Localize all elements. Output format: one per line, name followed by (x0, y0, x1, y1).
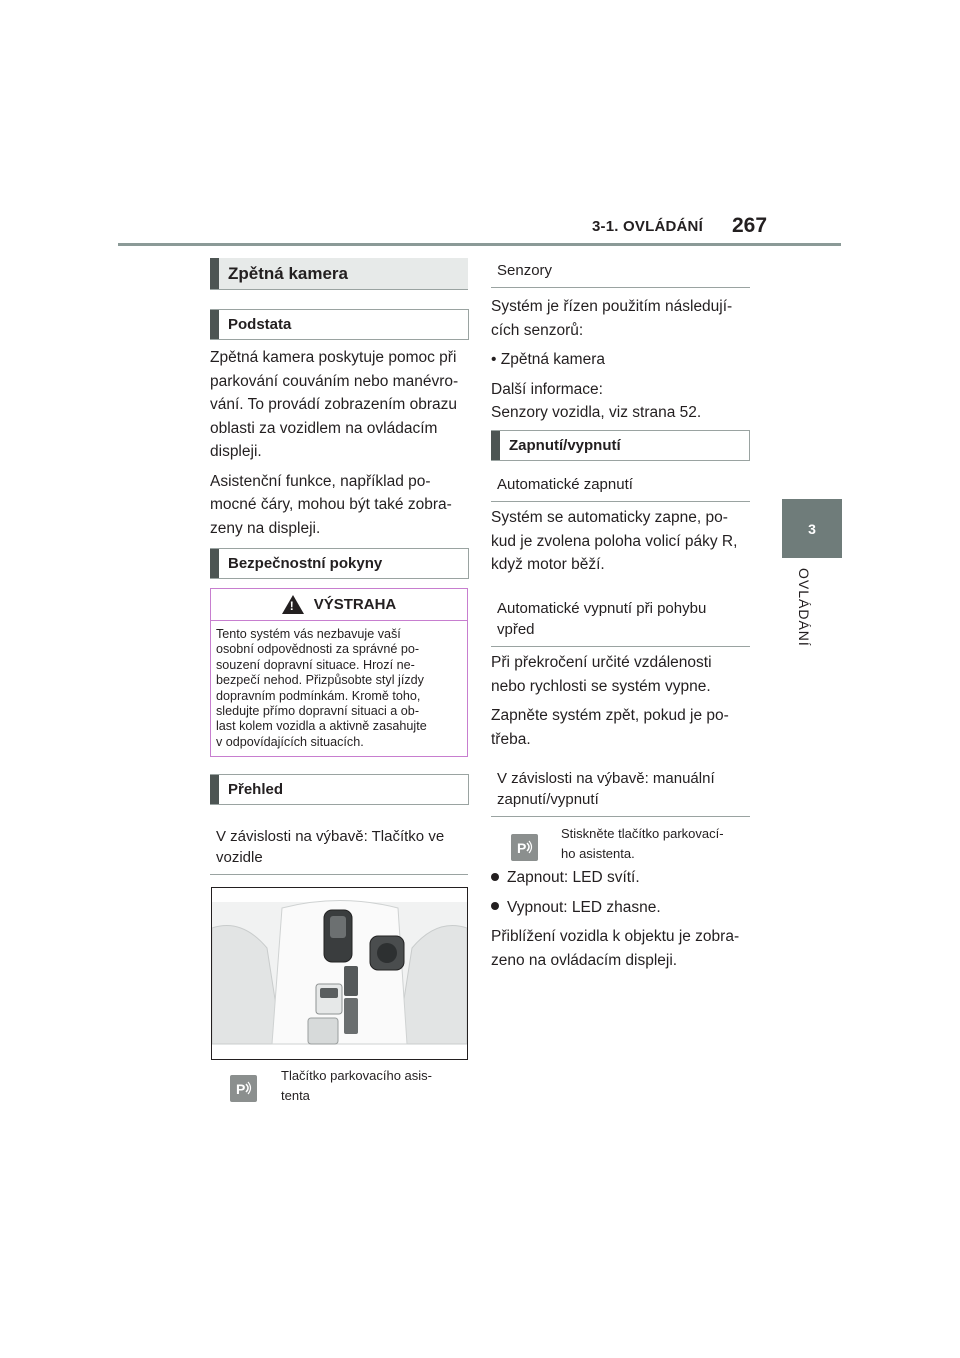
text-line: dopravním podmínkám. Kromě toho, (216, 688, 421, 703)
text-line: bezpečí nehod. Přizpůsobte styl jízdy (216, 673, 424, 688)
text-line: Při překročení určité vzdálenosti (491, 654, 712, 671)
park-assist-button-caption (281, 1066, 466, 1106)
heading-bar (491, 431, 500, 460)
text-line: oblasti za vozidlem na ovládacím (210, 419, 438, 437)
park-assist-button-icon (230, 1075, 257, 1102)
bullet-item (491, 896, 755, 920)
text-line: Přiblížení vozidla k objektu je zobra- (491, 928, 740, 945)
text-line: V závislosti na výbavě: manuální (497, 770, 715, 787)
header-rule (118, 243, 841, 246)
auto-on-text (491, 506, 755, 577)
text-line: Zapněte systém zpět, pokud je po- (491, 707, 729, 724)
park-assist-button-icon (511, 834, 538, 861)
text-line: kud je zvolena poloha volicí páky R, (491, 532, 738, 550)
text-line: když motor běží. (491, 556, 605, 573)
text-line: tenta (281, 1088, 310, 1103)
text-line: souzení dopravní situace. Hrozí ne- (216, 657, 415, 672)
svg-text:P: P (236, 1081, 246, 1097)
manual-caption (561, 824, 751, 864)
heading-bar (210, 258, 219, 289)
senzory-bullet: • Zpětná kamera (491, 351, 605, 368)
led-bullets (491, 866, 755, 972)
warning-text (211, 621, 467, 750)
warning-triangle-icon (282, 595, 304, 614)
subsection-bezpecnostni-pokyny (210, 548, 469, 579)
auto-on-heading (491, 474, 750, 502)
text-line: cích senzorů: (491, 321, 584, 339)
text-line: sledujte přímo dopravní situaci a ob- (216, 704, 420, 719)
text-line: zapnutí/vypnutí (497, 791, 599, 808)
prehled-subheading (210, 826, 468, 875)
text-line: v odpovídajících situacích. (216, 734, 364, 749)
text-line: vpřed (497, 621, 535, 638)
bullet-text: Zapnout: LED svítí. (507, 869, 640, 886)
heading-text: Podstata (228, 316, 292, 333)
text-line: Automatické zapnutí (497, 476, 633, 493)
heading-text: Zpětná kamera (228, 263, 348, 283)
senzory-heading (491, 260, 750, 288)
text-line: vozidle (216, 849, 263, 866)
bullet-dot-icon (491, 902, 499, 910)
text-line: parkování couváním nebo manévro- (210, 372, 459, 390)
text-line: mocné čáry, mohou být také zobra- (210, 496, 452, 513)
section-title-zpetna-kamera (210, 258, 468, 290)
text-line: Senzory vozidla, viz strana 52. (491, 404, 702, 421)
svg-text:P: P (517, 840, 527, 856)
subsection-prehled (210, 774, 469, 805)
heading-text: Přehled (228, 781, 284, 798)
heading-text: Bezpečnostní pokyny (228, 555, 383, 572)
auto-off-text (491, 651, 755, 751)
warning-title: VÝSTRAHA (313, 596, 397, 613)
text-line: Stiskněte tlačítko parkovací- (561, 826, 724, 841)
bullet-text: Vypnout: LED zhasne. (507, 898, 661, 916)
podstata-text (210, 346, 472, 546)
warning-box (210, 588, 468, 757)
text-line: displeji. (210, 443, 262, 460)
text-line: Asistenční funkce, například po- (210, 472, 431, 490)
auto-off-heading (491, 598, 750, 647)
text-line: Systém se automaticky zapne, po- (491, 509, 728, 526)
text-line: vání. To provádí zobrazením obrazu (210, 396, 457, 413)
heading-text: Zapnutí/vypnutí (509, 437, 621, 454)
parking-p-icon (234, 1079, 253, 1098)
paragraph (210, 470, 472, 541)
text-line: Tento systém vás nezbavuje vaší (216, 627, 401, 641)
text-line: zeny na displeji. (210, 519, 321, 537)
manual-heading (491, 768, 750, 817)
bullet-dot-icon (491, 873, 499, 881)
subsection-zapnuti-vypnuti (491, 430, 750, 461)
text-line: třeba. (491, 730, 531, 748)
warning-header (211, 589, 467, 621)
text-line: ho asistenta. (561, 846, 635, 861)
text-line: V závislosti na výbavě: Tlačítko ve (216, 828, 445, 845)
chapter-side-label: OVLÁDÁNÍ (796, 568, 812, 647)
text-line: Systém je řízen použitím následují- (491, 298, 733, 315)
chapter-number-tab: 3 (782, 499, 842, 558)
center-console-illustration (211, 887, 468, 1060)
paragraph (210, 346, 472, 464)
bullet-text: Zpětná kamera (500, 351, 605, 368)
text-line: Další informace: (491, 380, 603, 398)
running-header-section: 3-1. OVLÁDÁNÍ (592, 218, 703, 235)
parking-p-icon (515, 838, 534, 857)
text-line: Zpětná kamera poskytuje pomoc při (210, 349, 457, 366)
text-line: Tlačítko parkovacího asis- (281, 1068, 433, 1083)
bullet-item (491, 866, 755, 890)
console-drawing (212, 888, 467, 1059)
subsection-podstata (210, 309, 469, 340)
text-line: zeno na ovládacím displeji. (491, 951, 678, 969)
text-line: osobní odpovědnosti za správné po- (216, 642, 420, 657)
heading-bar (210, 775, 219, 804)
heading-bar (210, 310, 219, 339)
text-line: last kolem vozidla a aktivně zasahujte (216, 719, 427, 734)
senzory-text (491, 295, 755, 425)
heading-bar (210, 549, 219, 578)
text-line: Senzory (497, 262, 553, 279)
page-number: 267 (732, 214, 768, 237)
text-line: nebo rychlosti se systém vypne. (491, 677, 711, 695)
text-line: Automatické vypnutí při pohybu (497, 600, 707, 617)
